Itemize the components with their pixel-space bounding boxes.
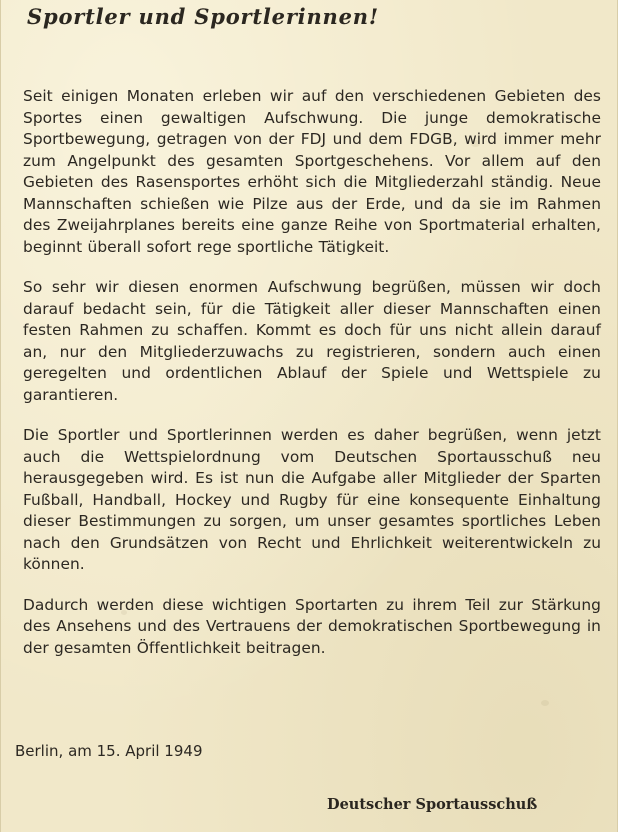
- paragraph-4: Dadurch werden diese wichtigen Sportarten zu ihrem Teil zur Stärkung des Ansehens und des Vertrauens der demokratischen Sportbewegung in der gesamten Öffentlichkeit beitragen.: [23, 595, 601, 657]
- document-body: [23, 86, 601, 659]
- paper-spot: [541, 700, 549, 706]
- paragraph-2: So sehr wir diesen enormen Aufschwung begrüßen, müssen wir doch darauf bedacht sein, für die Tätigkeit aller dieser Mannschaften einen festen Rahmen zu schaffen. Kommt es doch für uns nicht allein darauf an, nur den Mitgliederzuwachs zu registrieren, sondern auch einen geregelten und ordentlichen Ablauf der Spiele und Wettspiele zu garantieren.: [23, 278, 601, 404]
- dateline: Berlin, am 15. April 1949: [15, 742, 203, 760]
- document-heading: Sportler und Sportlerinnen!: [27, 4, 379, 29]
- paragraph-1: Seit einigen Monaten erleben wir auf den verschiedenen Gebieten des Sportes einen gewaltigen Aufschwung. Die junge demokratische Sportbewegung, getragen von der FDJ und dem FDGB, wird immer mehr zum Angelpunkt des gesamten Sportgeschehens. Vor allem auf den Gebieten des Rasensportes erhöht sich die Mitgliederzahl ständig. Neue Mannschaften schießen wie Pilze aus der Erde, und da sie im Rahmen des Zweijahrplanes bereits eine ganze Reihe von Sportmaterial erhalten, beginnt überall sofort rege sportliche Tätigkeit.: [23, 87, 601, 256]
- signature: Deutscher Sportausschuß: [327, 796, 538, 813]
- paragraph-3: Die Sportler und Sportlerinnen werden es daher begrüßen, wenn jetzt auch die Wettspielordnung vom Deutschen Sportausschuß neu herausgegeben wird. Es ist nun die Aufgabe aller Mitglieder der Sparten Fußball, Handball, Hockey und Rugby für eine konsequente Einhaltung dieser Bestimmungen zu sorgen, um unser gesamtes sportliches Leben nach den Grundsätzen von Recht und Ehrlichkeit weiterentwickeln zu können.: [23, 426, 601, 573]
